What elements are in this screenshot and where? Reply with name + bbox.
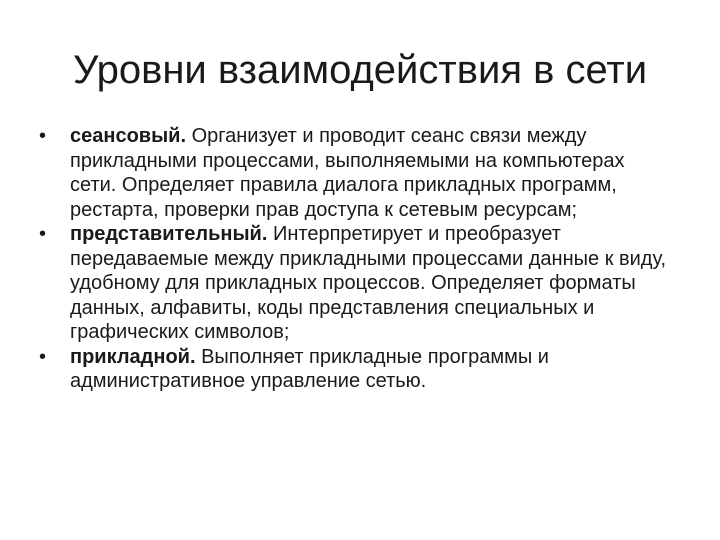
bullet-item-presentation (34, 222, 674, 345)
bullet-text: Выполняет прикладные программы и административное управление сетью. (70, 345, 549, 392)
bullet-text: Организует и проводит сеанс связи между прикладными процессами, выполняемыми на компьютерах сети. Определяет правила диалога прикладных программ, рестарта, проверки прав доступа к сетевым ресурсам; (70, 125, 625, 221)
bullet-term: представительный. (70, 223, 268, 245)
bullet-term: прикладной. (70, 345, 196, 368)
bullet-list (34, 124, 674, 394)
bullet-icon: • (39, 345, 47, 368)
bullet-item-application (34, 345, 674, 394)
bullet-icon: • (39, 125, 47, 147)
bullet-item-session (34, 124, 674, 222)
slide-title: Уровни взаимодействия в сети (72, 48, 648, 92)
bullet-text: Интерпретирует и преобразует передаваемые между прикладными процессами данные к виду, удобному для прикладных процессов. Определяет форматы данных, алфавиты, коды представления специальных и графических символов; (70, 223, 667, 343)
bullet-term: сеансовый. (70, 125, 187, 147)
bullet-icon: • (39, 223, 47, 245)
